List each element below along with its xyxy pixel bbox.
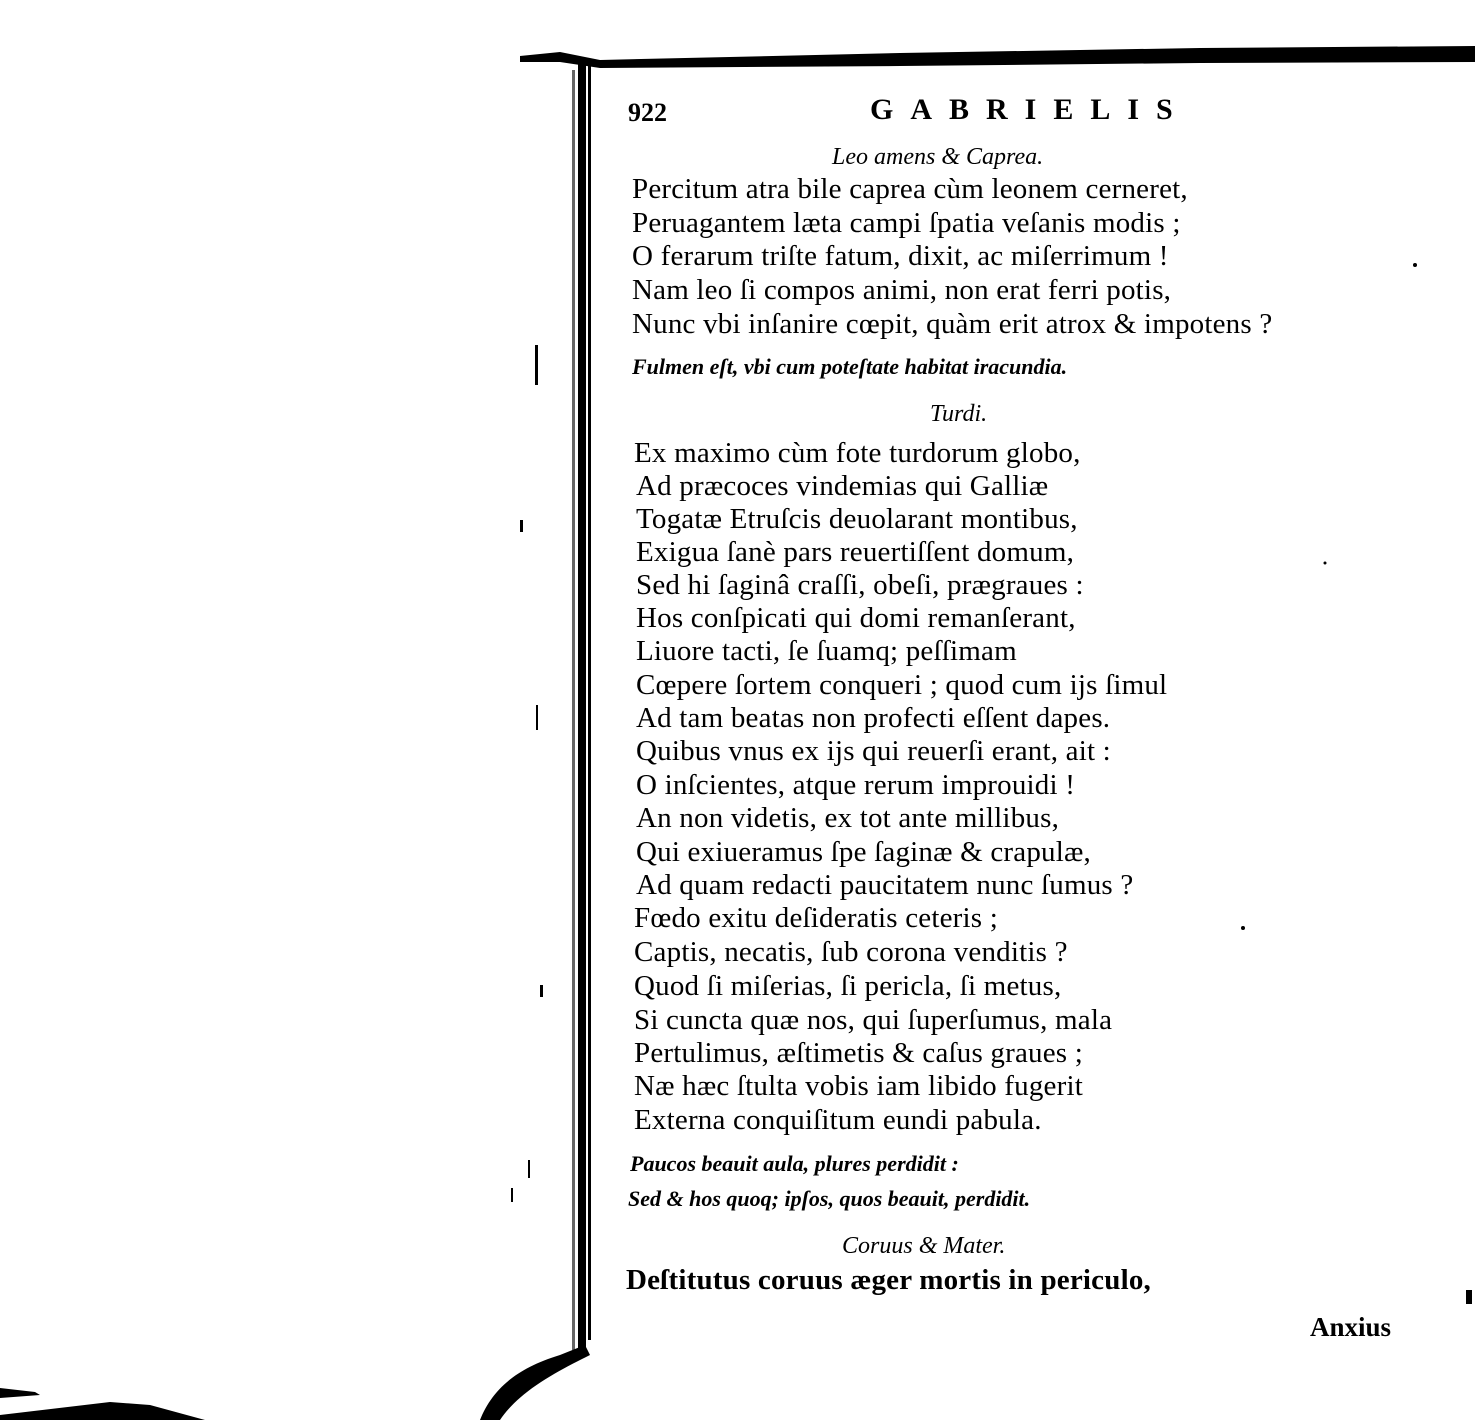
verse-line: Qui exiueramus ſpe ſaginæ & crapulæ, [636,836,1091,868]
fable-title: Turdi. [930,401,988,427]
verse-line: Peruagantem læta campi ſpatia veſanis modis ; [632,207,1181,239]
verse-line: Nunc vbi inſanire cœpit, quàm erit atrox & impotens ? [632,308,1273,340]
running-head: GABRIELIS [870,93,1190,126]
verse-line: Næ hæc ſtulta vobis iam libido fugerit [634,1070,1084,1102]
verse-line: Ad tam beatas non profecti eſſent dapes. [636,702,1111,734]
fable-title: Coruus & Mater. [842,1233,1006,1259]
verse-line: Sed hi ſaginâ craſſi, obeſi, prægraues : [636,569,1084,601]
verse-line: Fœdo exitu deſideratis ceteris ; [634,902,998,934]
verse-line: An non videtis, ex tot ante millibus, [636,802,1060,834]
verse-line: Percitum atra bile caprea cùm leonem cerneret, [632,173,1188,205]
verse-line: Deſtitutus coruus æger mortis in periculo, [626,1264,1151,1296]
folio-number: 922 [628,98,667,127]
verse-line: Ex maximo cùm fote turdorum globo, [634,437,1081,469]
verse-line: Togatæ Etruſcis deuolarant montibus, [636,503,1078,535]
fable-moral: Paucos beauit aula, plures perdidit : [630,1151,959,1176]
verse-line: Exigua ſanè pars reuertiſſent domum, [636,536,1075,568]
fable-title: Leo amens & Caprea. [832,144,1044,170]
verse-line: Quod ſi miſerias, ſi pericla, ſi metus, [634,970,1062,1002]
verse-line: Cœpere ſortem conqueri ; quod cum ijs ſimul [636,669,1168,701]
verse-line: Si cuncta quæ nos, qui ſuperſumus, mala [634,1004,1113,1036]
verse-line: Pertulimus, æſtimetis & caſus graues ; [634,1037,1084,1069]
fable-moral: Fulmen eſt, vbi cum poteſtate habitat iracundia. [632,354,1068,379]
verse-line: Captis, necatis, ſub corona venditis ? [634,936,1068,968]
verse-line: O inſcientes, atque rerum improuidi ! [636,769,1076,801]
verse-line: Nam leo ſi compos animi, non erat ferri potis, [632,274,1172,306]
verse-line: Quibus vnus ex ijs qui reuerſi erant, ait : [636,735,1111,767]
verse-line: Ad præcoces vindemias qui Galliæ [636,470,1049,502]
verse-line: O ferarum triſte fatum, dixit, ac miſerrimum ! [632,240,1169,272]
catchword: Anxius [1310,1312,1392,1342]
verse-line: Ad quam redacti paucitatem nunc ſumus ? [636,869,1134,901]
fable-moral: Sed & hos quoq; ipſos, quos beauit, perdidit. [628,1186,1031,1211]
verse-line: Liuore tacti, ſe ſuamq; peſſimam [636,635,1017,667]
verse-line: Hos conſpicati qui domi remanſerant, [636,602,1076,634]
verse-line: Externa conquiſitum eundi pabula. [634,1104,1042,1136]
